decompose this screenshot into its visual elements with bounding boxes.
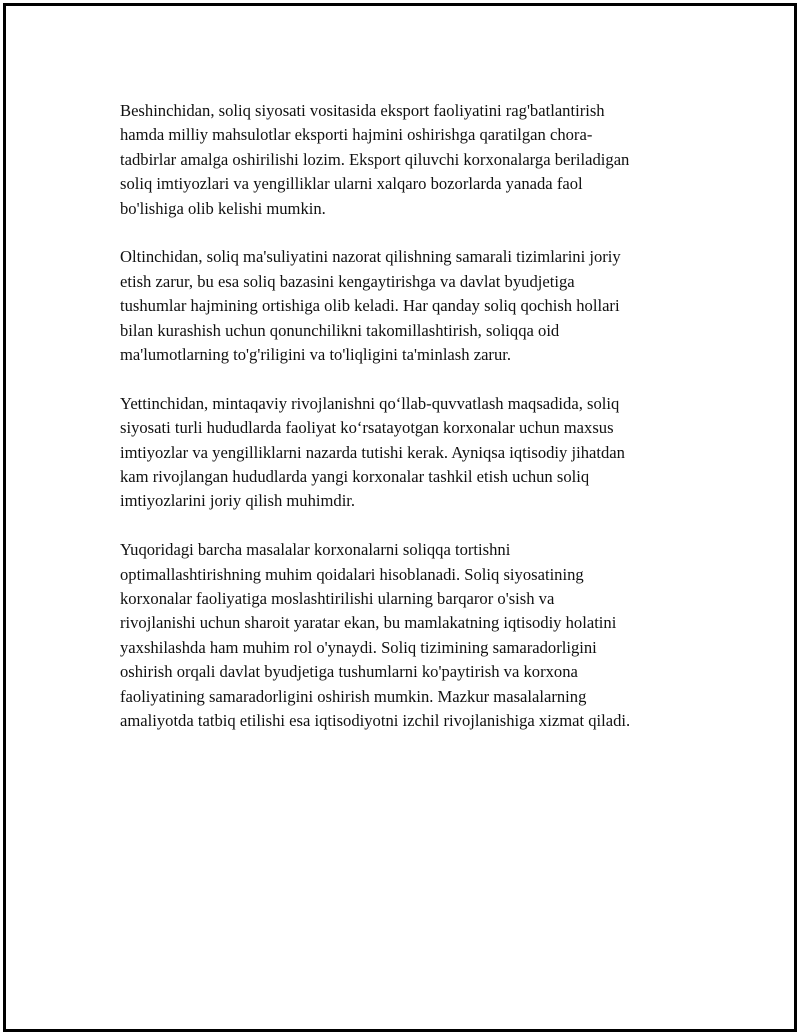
text-line: rivojlanishi uchun sharoit yaratar ekan, bu mamlakatning iqtisodiy holatini xyxy=(120,613,617,633)
text-line: Yuqoridagi barcha masalalar korxonalarni soliqqa tortishni xyxy=(120,540,511,560)
text-line: hamda milliy mahsulotlar eksporti hajmini oshirishga qaratilgan chora- xyxy=(120,125,593,145)
paragraph-tax-control xyxy=(120,245,705,367)
page-frame xyxy=(3,3,797,1032)
text-line: yaxshilashda ham muhim rol o'ynaydi. Soliq tizimining samaradorligini xyxy=(120,637,597,657)
text-line: imtiyozlar va yengilliklarni nazarda tutishi kerak. Ayniqsa iqtisodiy jihatdan xyxy=(120,442,625,462)
text-line: optimallashtirishning muhim qoidalari hisoblanadi. Soliq siyosatining xyxy=(120,564,584,584)
text-line: imtiyozlarini joriy qilish muhimdir. xyxy=(120,491,356,511)
text-line: korxonalar faoliyatiga moslashtirilishi ularning barqaror o'sish va xyxy=(120,589,555,609)
text-line: etish zarur, bu esa soliq bazasini kengaytirishga va davlat byudjetiga xyxy=(120,271,575,291)
text-line: faoliyatining samaradorligini oshirish mumkin. Mazkur masalalarning xyxy=(120,686,587,706)
text-line: Beshinchidan, soliq siyosati vositasida eksport faoliyatini rag'batlantirish xyxy=(120,101,605,120)
text-line: kam rivojlangan hududlarda yangi korxonalar tashkil etish uchun soliq xyxy=(120,467,590,487)
paragraph-regional-development xyxy=(120,392,705,514)
paragraph-export-incentives xyxy=(120,99,705,221)
text-line: tushumlar hajmining ortishiga olib keladi. Har qanday soliq qochish hollari xyxy=(120,296,620,316)
text-line: bo'lishiga olib kelishi mumkin. xyxy=(120,198,326,218)
text-line: Oltinchidan, soliq ma'suliyatini nazorat qilishning samarali tizimlarini joriy xyxy=(120,247,621,267)
text-line: siyosati turli hududlarda faoliyat ko‘rsatayotgan korxonalar uchun maxsus xyxy=(120,418,614,438)
text-line: oshirish orqali davlat byudjetiga tushumlarni ko'paytirish va korxona xyxy=(120,662,578,682)
text-line: bilan kurashish uchun qonunchilikni takomillashtirish, soliqqa oid xyxy=(120,320,560,340)
text-line: ma'lumotlarning to'g'riligini va to'liqligini ta'minlash zarur. xyxy=(120,345,512,365)
text-line: tadbirlar amalga oshirilishi lozim. Eksport qiluvchi korxonalarga beriladigan xyxy=(120,149,630,169)
paragraph-conclusion xyxy=(120,538,705,733)
document-body xyxy=(120,99,705,758)
text-line: amaliyotda tatbiq etilishi esa iqtisodiyotni izchil rivojlanishiga xizmat qiladi. xyxy=(120,711,631,731)
text-line: Yettinchidan, mintaqaviy rivojlanishni qo‘llab-quvvatlash maqsadida, soliq xyxy=(120,393,620,413)
text-line: soliq imtiyozlari va yengilliklar ularni xalqaro bozorlarda yanada faol xyxy=(120,174,583,194)
